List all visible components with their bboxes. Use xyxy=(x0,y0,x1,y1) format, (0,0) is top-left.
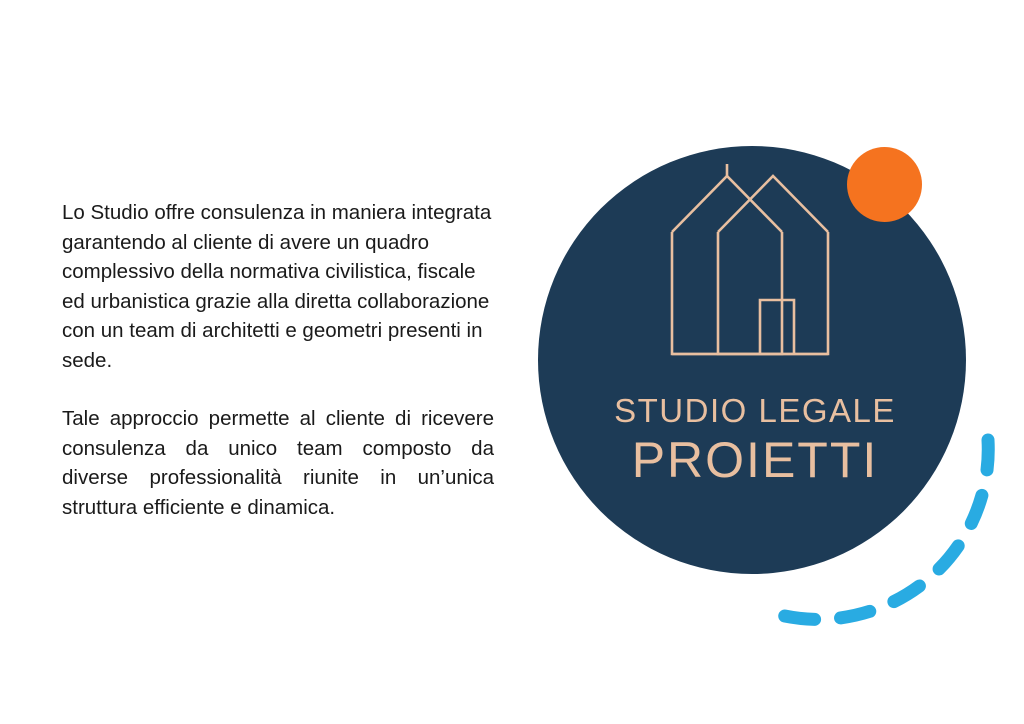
paragraph-secondo: Tale approccio permette al cliente di ricevere consulenza da unico team composto da diverse professionalità riunite in un’unica struttura efficiente e dinamica. xyxy=(62,407,494,519)
logo-block xyxy=(520,130,990,610)
logo-line-studio-legale: STUDIO LEGALE xyxy=(614,392,896,429)
orange-accent-dot-icon xyxy=(847,147,922,222)
paragraph-primo: Lo Studio offre consulenza in maniera integrata garantendo al cliente di avere un quadro complessivo della normativa civilistica, fiscale ed urbanistica grazie alla diretta collaborazione con un team di architetti e geometri presenti in sede. xyxy=(62,201,492,372)
body-text-column xyxy=(62,198,494,522)
house-outline-icon xyxy=(660,158,850,388)
logo-line-proietti: PROIETTI xyxy=(631,432,879,488)
dashed-arc-decoration xyxy=(750,410,1000,630)
